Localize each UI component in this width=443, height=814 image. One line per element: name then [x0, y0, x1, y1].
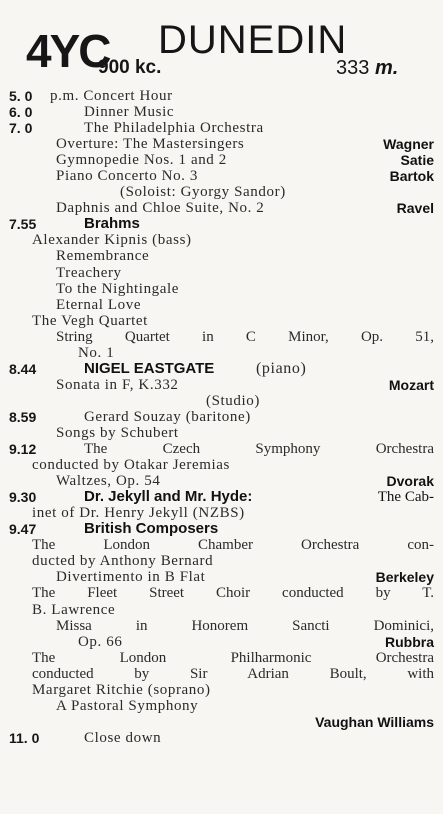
item-heading: Brahms	[84, 215, 140, 233]
item-text: Sonata in F, K.332	[56, 376, 179, 393]
time: 11. 0	[9, 729, 40, 746]
item-text: The Philadelphia Orchestra	[84, 120, 264, 137]
programme-line	[0, 232, 443, 248]
item-text: Overture: The Mastersingers	[56, 136, 245, 153]
programme-line	[0, 120, 443, 136]
composer: Mozart	[388, 376, 434, 393]
item-text: String Quartet in C Minor, Op. 51,	[56, 328, 434, 345]
item-text: Gymnopedie Nos. 1 and 2	[56, 152, 227, 169]
item-heading: Dr. Jekyll and Mr. Hyde:	[84, 488, 253, 506]
composer: Satie	[400, 152, 434, 169]
time: 9.30	[9, 489, 37, 506]
time: 9.12	[9, 441, 37, 458]
item-text: The Czech Symphony Orchestra	[84, 441, 434, 458]
programme-line	[0, 168, 443, 184]
item-text: To the Nightingale	[56, 280, 180, 297]
item-text: Divertimento in B Flat	[56, 569, 206, 586]
programme-line	[0, 489, 443, 505]
item-text: (piano)	[256, 359, 307, 377]
programme-line	[0, 409, 443, 425]
item-text: Piano Concerto No. 3	[56, 168, 198, 185]
programme-line	[0, 666, 443, 682]
programme-line	[0, 585, 443, 601]
item-text: Op. 66	[78, 633, 123, 650]
item-text: Remembrance	[56, 248, 150, 265]
programme-line	[0, 602, 443, 618]
time: 8.44	[9, 360, 37, 377]
programme-line	[0, 88, 443, 104]
time: 7.55	[9, 216, 37, 233]
programme-line	[0, 441, 443, 457]
item-text: B. Lawrence	[32, 601, 116, 618]
item-text: p.m. Concert Hour	[50, 88, 173, 104]
item-text: Daphnis and Chloe Suite, No. 2	[56, 200, 265, 217]
item-text: conducted by Otakar Jeremias	[32, 457, 230, 474]
programme-line	[0, 505, 443, 521]
item-text: The Vegh Quartet	[32, 312, 148, 329]
composer: Bartok	[389, 168, 434, 185]
item-text: Gerard Souzay (baritone)	[84, 408, 251, 425]
programme-line	[0, 136, 443, 152]
programme-line	[0, 216, 443, 232]
programme-line	[0, 634, 443, 650]
programme-line	[0, 104, 443, 120]
programme-line	[0, 184, 443, 200]
item-text: Alexander Kipnis (bass)	[32, 232, 192, 249]
programme-line	[0, 345, 443, 361]
item-text: A Pastoral Symphony	[56, 697, 199, 714]
programme-line	[0, 473, 443, 489]
programme-line	[0, 618, 443, 634]
programme-line	[0, 698, 443, 714]
time: 7. 0	[9, 120, 33, 137]
item-text: Eternal Love	[56, 296, 142, 313]
item-text: Dinner Music	[84, 104, 175, 121]
item-heading-continued: The Cab-	[377, 489, 434, 506]
item-text: The Fleet Street Choir conducted by T.	[32, 585, 434, 602]
programme-line	[0, 393, 443, 409]
programme-listing	[0, 88, 443, 746]
item-text: inet of Dr. Henry Jekyll (NZBS)	[32, 505, 245, 522]
programme-line	[0, 200, 443, 216]
station-frequency: 900 kc.	[98, 57, 162, 78]
item-text: Missa in Honorem Sancti Dominici,	[56, 617, 434, 634]
programme-line	[0, 152, 443, 168]
programme-line	[0, 281, 443, 297]
station-city: DUNEDIN	[158, 18, 348, 62]
time: 6. 0	[9, 104, 33, 121]
item-text: (Soloist: Gyorgy Sandor)	[120, 184, 286, 201]
programme-line	[0, 248, 443, 264]
programme-line	[0, 377, 443, 393]
item-text: Waltzes, Op. 54	[56, 473, 161, 490]
composer: Wagner	[383, 136, 434, 153]
item-text: Treachery	[56, 264, 122, 281]
station-wavelength	[336, 58, 398, 78]
wavelength-unit: m.	[374, 57, 399, 79]
station-callsign: 4YC	[26, 25, 110, 77]
item-text: (Studio)	[206, 392, 260, 409]
item-text: ducted by Anthony Bernard	[32, 553, 214, 570]
programme-line	[0, 553, 443, 569]
item-text: Songs by Schubert	[56, 424, 179, 441]
item-text: The London Chamber Orchestra con-	[32, 537, 434, 554]
programme-line	[0, 313, 443, 329]
composer: Berkeley	[375, 569, 434, 586]
programme-line	[0, 569, 443, 585]
composer: Ravel	[396, 200, 434, 217]
programme-line	[0, 714, 443, 730]
programme-line	[0, 537, 443, 553]
composer: Rubbra	[385, 633, 434, 650]
programme-line	[0, 650, 443, 666]
wavelength-value: 333	[336, 57, 370, 79]
programme-line	[0, 361, 443, 377]
item-text: Margaret Ritchie (soprano)	[32, 681, 211, 698]
station-header	[0, 0, 443, 86]
programme-line	[0, 682, 443, 698]
time: 9.47	[9, 521, 37, 538]
programme-line	[0, 730, 443, 746]
programme-line	[0, 457, 443, 473]
performer: NIGEL EASTGATE	[84, 359, 215, 377]
composer: Dvorak	[386, 473, 434, 490]
time: 8.59	[9, 408, 37, 425]
programme-line	[0, 425, 443, 441]
item-text: conducted by Sir Adrian Boult, with	[32, 665, 434, 682]
composer: Vaughan Williams	[315, 713, 434, 730]
item-text: The London Philharmonic Orchestra	[32, 649, 434, 666]
programme-line	[0, 265, 443, 281]
item-text: Close down	[84, 729, 162, 746]
programme-line	[0, 521, 443, 537]
item-text: No. 1	[78, 344, 115, 361]
programme-line	[0, 329, 443, 345]
item-heading: British Composers	[84, 520, 219, 538]
time: 5. 0	[9, 88, 33, 104]
programme-line	[0, 297, 443, 313]
